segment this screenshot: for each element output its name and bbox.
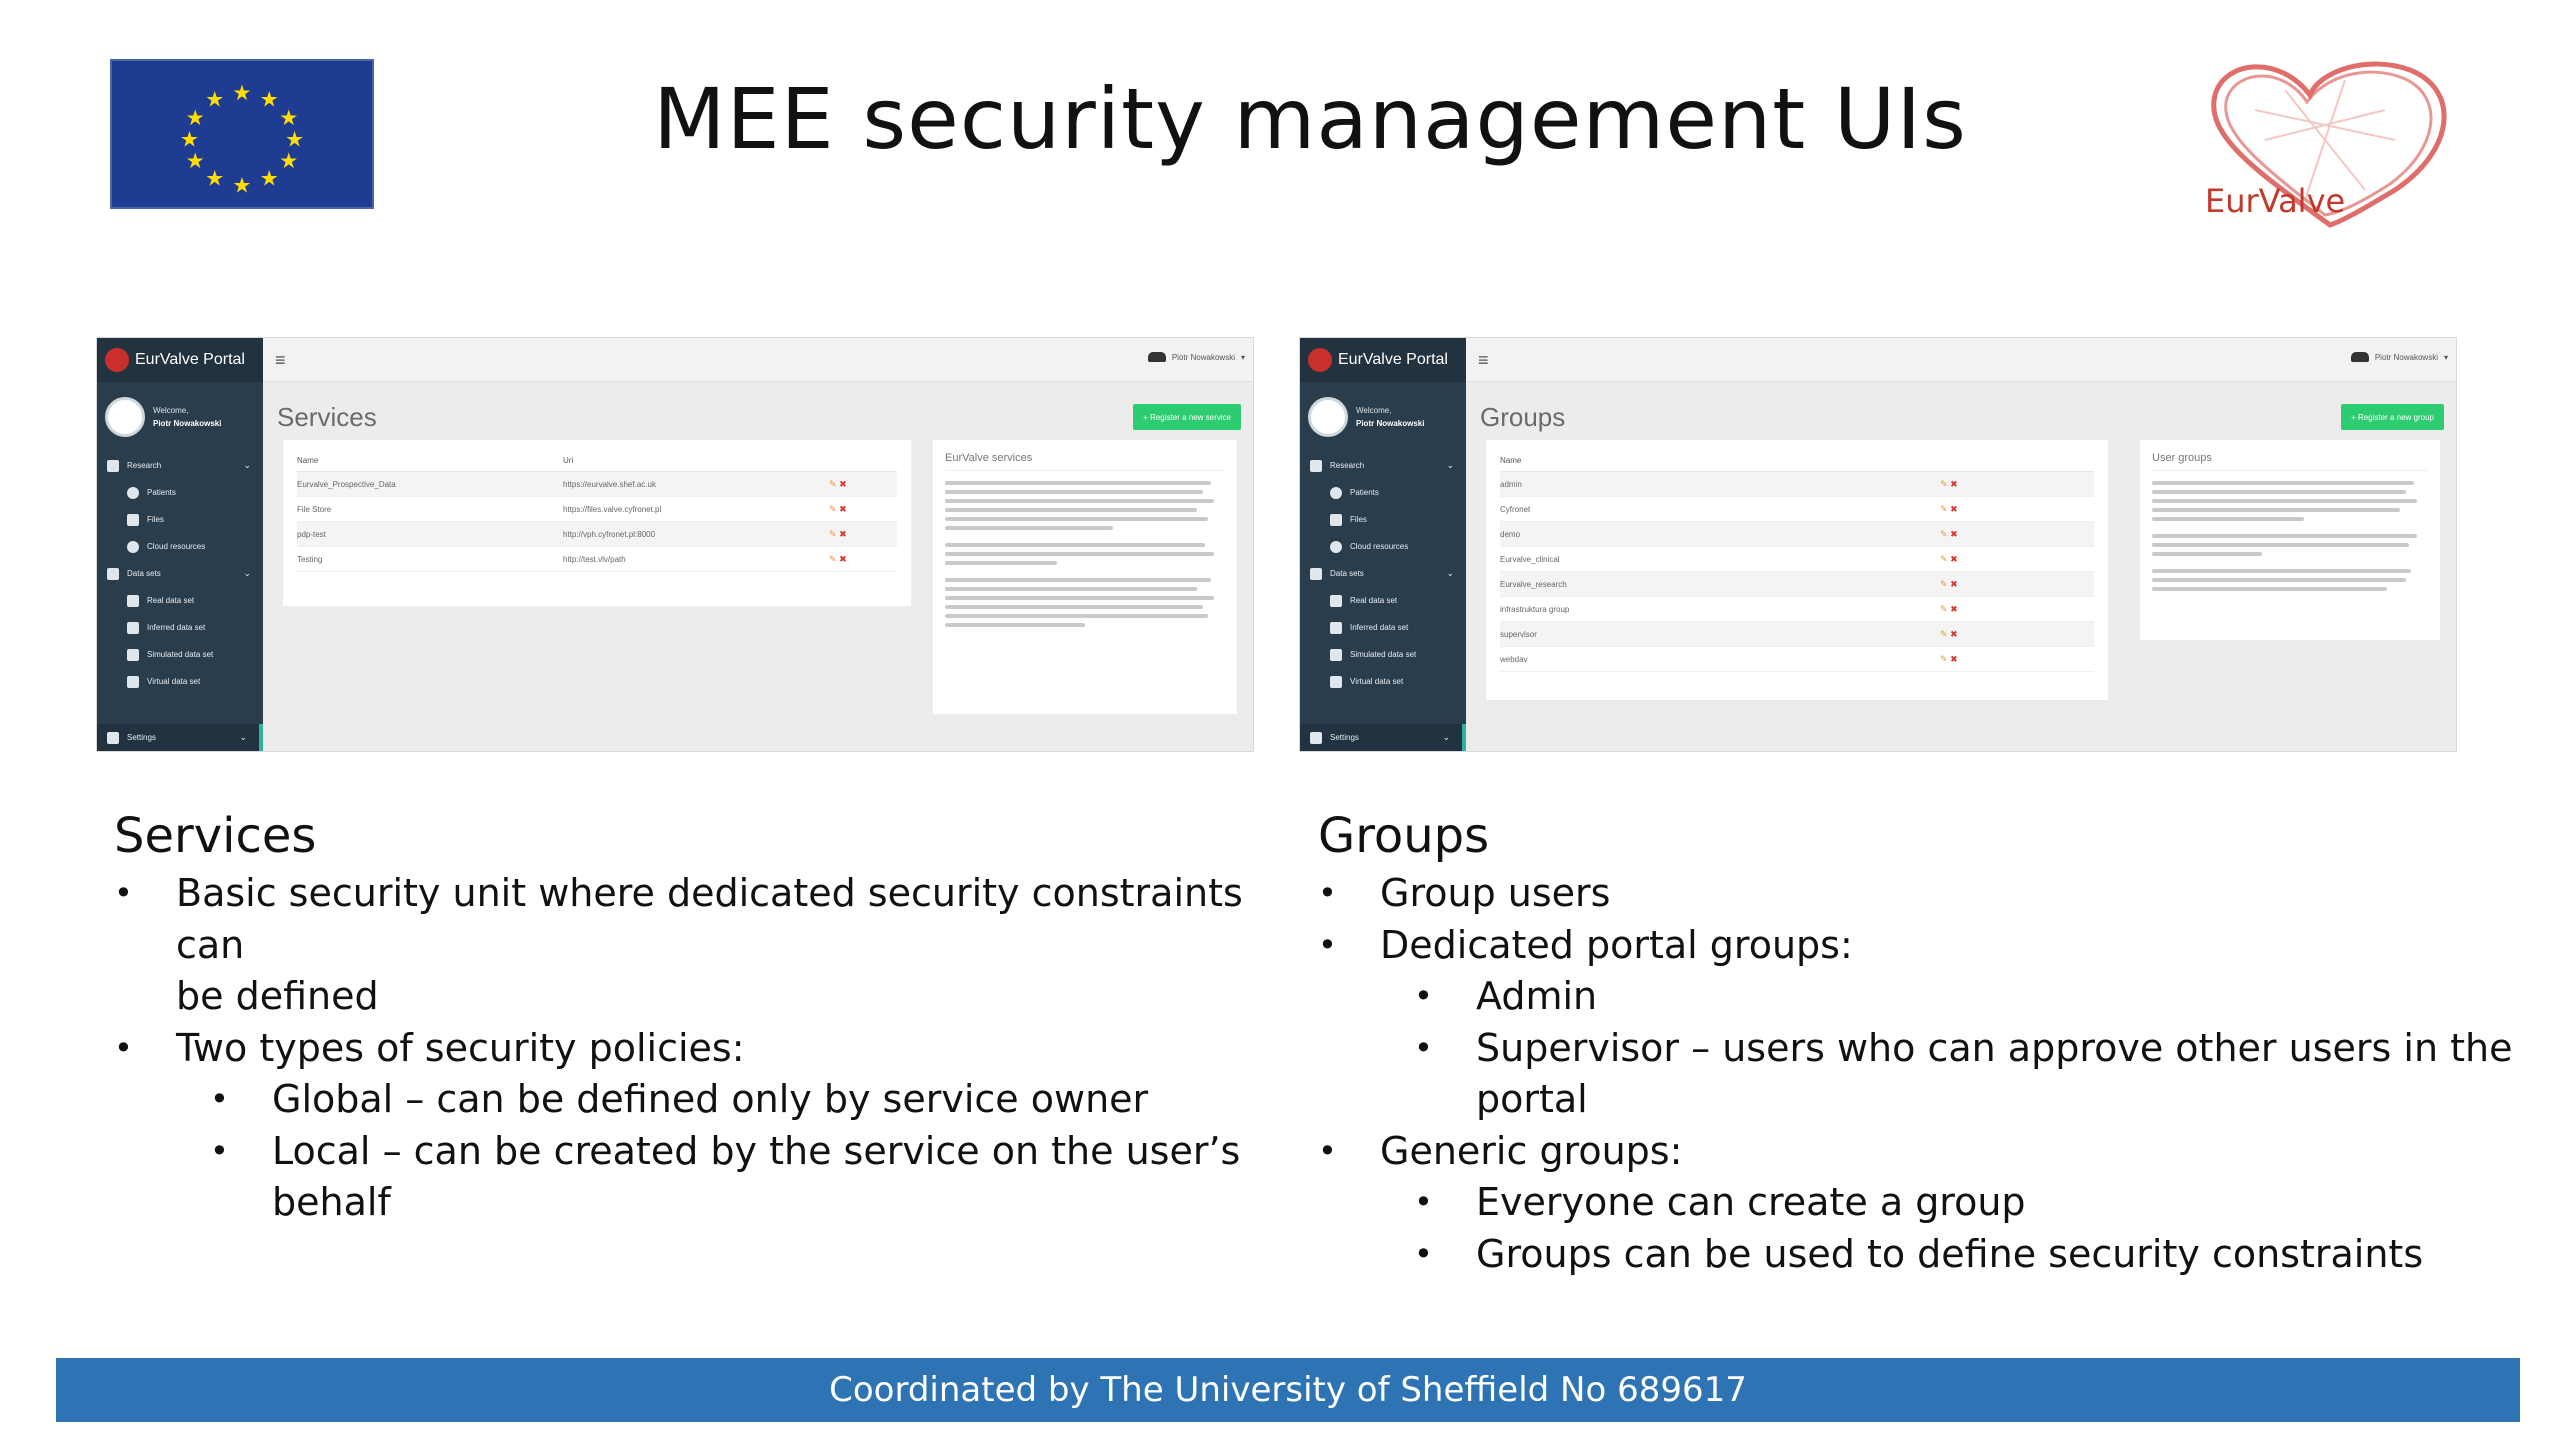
list-item: • Dedicated portal groups:: [1318, 920, 2558, 972]
bullet-icon: •: [114, 874, 133, 912]
edit-icon[interactable]: ✎: [1940, 653, 1948, 664]
services-bullet-list: [114, 868, 1294, 1229]
services-heading: Services: [114, 808, 317, 864]
sidebar-item-cloud-resources[interactable]: Cloud resources: [97, 533, 263, 560]
text-line: [945, 605, 1203, 609]
text-line: [945, 578, 1211, 582]
table-row: supervisor ✎ ✖: [1500, 622, 2094, 647]
chevron-down-icon: ⌄: [243, 568, 251, 578]
sidebar-item-files[interactable]: Files: [97, 506, 263, 533]
list-item-continuation: be defined: [176, 974, 379, 1018]
sub-list-item: • Everyone can create a group: [1318, 1177, 2558, 1229]
column-header-uri: Uri: [563, 456, 574, 465]
welcome-text: Welcome,: [1356, 406, 1392, 415]
groups-table: [1486, 440, 2108, 700]
portal-sidebar: [97, 338, 263, 751]
edit-icon[interactable]: ✎: [1940, 553, 1948, 564]
edit-icon[interactable]: ✎: [1940, 603, 1948, 614]
sub-list-item: • Groups can be used to define security constraints: [1318, 1229, 2558, 1281]
edit-icon[interactable]: ✎: [1940, 503, 1948, 514]
user-profile: [97, 382, 263, 452]
sidebar-item-data-sets[interactable]: Data sets ⌄: [97, 560, 263, 587]
sidebar-item-real-data-set[interactable]: Real data set: [1300, 587, 1466, 614]
bullet-icon: •: [114, 1028, 133, 1067]
svg-text:★: ★: [179, 127, 200, 153]
column-header-name: Name: [1500, 456, 1522, 465]
register-group-button[interactable]: + Register a new group: [2341, 404, 2444, 430]
chevron-down-icon: ▾: [2443, 352, 2448, 362]
sliders-icon: [1310, 732, 1322, 744]
sidebar-item-patients[interactable]: Patients: [97, 479, 263, 506]
chevron-down-icon: ⌄: [1446, 460, 1454, 470]
table-row: demo ✎ ✖: [1500, 522, 2094, 547]
delete-icon[interactable]: ✖: [1950, 503, 1958, 514]
groups-heading: Groups: [1318, 808, 1490, 864]
svg-text:★: ★: [185, 149, 205, 175]
svg-text:★: ★: [185, 106, 205, 132]
table-row: File Store https://files.valve.cyfronet.pl ✎ ✖: [297, 497, 897, 522]
text-line: [945, 596, 1214, 600]
svg-text:★: ★: [232, 173, 252, 199]
edit-icon[interactable]: ✎: [829, 503, 837, 514]
table-row: Eurvalve_Prospective_Data https://eurvalve.shef.ac.uk ✎ ✖: [297, 472, 897, 497]
bullet-icon: •: [1318, 925, 1337, 964]
text-line: [2152, 578, 2406, 582]
edit-icon[interactable]: ✎: [1940, 628, 1948, 639]
svg-text:★: ★: [205, 166, 225, 192]
text-line: [945, 508, 1197, 512]
column-header-name: Name: [297, 456, 319, 465]
sub-list-item: • Supervisor – users who can approve other users in the portal: [1318, 1023, 2558, 1126]
avatar: [1308, 397, 1348, 437]
bullet-icon: •: [1318, 1131, 1337, 1170]
sidebar-item-simulated-data-set[interactable]: Simulated data set: [97, 641, 263, 668]
sidebar-item-patients[interactable]: Patients: [1300, 479, 1466, 506]
eurvalve-logo-text: EurValve: [2205, 182, 2346, 220]
hamburger-menu-icon[interactable]: ≡: [275, 350, 286, 370]
portal-sidebar: [1300, 338, 1466, 751]
eu-stars-icon: [112, 61, 372, 207]
delete-icon[interactable]: ✖: [839, 503, 847, 514]
sidebar-item-virtual-data-set[interactable]: Virtual data set: [1300, 668, 1466, 695]
svg-text:★: ★: [259, 87, 279, 113]
info-panel-title: EurValve services: [945, 452, 1225, 471]
list-item: • Group users: [1318, 868, 2558, 920]
delete-icon[interactable]: ✖: [1950, 578, 1958, 589]
delete-icon[interactable]: ✖: [1950, 653, 1958, 664]
services-info-panel: [933, 440, 1237, 714]
cloud-icon: [1330, 541, 1342, 553]
edit-icon[interactable]: ✎: [1940, 528, 1948, 539]
sub-list-item: • Local – can be created by the service on the user’s: [114, 1126, 1294, 1178]
chevron-down-icon: ⌄: [1446, 568, 1454, 578]
text-line: [945, 543, 1205, 547]
svg-text:★: ★: [259, 166, 279, 192]
register-service-button[interactable]: + Register a new service: [1133, 404, 1241, 430]
files-icon: [1330, 514, 1342, 526]
edit-icon[interactable]: ✎: [1940, 478, 1948, 489]
chevron-down-icon: ⌄: [1442, 732, 1450, 742]
text-line: [2152, 499, 2417, 503]
text-line: [2152, 569, 2411, 573]
svg-text:★: ★: [284, 127, 305, 153]
table-row: Testing http://test.vlv/path ✎ ✖: [297, 547, 897, 572]
database-icon: [127, 676, 139, 688]
table-row: admin ✎ ✖: [1500, 472, 2094, 497]
table-row: pdp-test http://vph.cyfronet.pl:8000 ✎ ✖: [297, 522, 897, 547]
sidebar-item-inferred-data-set[interactable]: Inferred data set: [97, 614, 263, 641]
groups-portal-screenshot: [1299, 337, 2457, 752]
user-avatar-icon: [2351, 352, 2369, 362]
list-item: • Basic security unit where dedicated security constraints can: [114, 868, 1294, 971]
sidebar-item-virtual-data-set[interactable]: Virtual data set: [97, 668, 263, 695]
sidebar-item-research[interactable]: Research ⌄: [1300, 452, 1466, 479]
database-icon: [1310, 568, 1322, 580]
list-item: • Two types of security policies:: [114, 1023, 1294, 1075]
files-icon: [127, 514, 139, 526]
flask-icon: [1310, 460, 1322, 472]
text-line: [2152, 534, 2417, 538]
user-avatar-icon: [1148, 352, 1166, 362]
table-header: [1500, 450, 2094, 472]
sub-list-item: • Admin: [1318, 971, 2558, 1023]
chevron-down-icon: ⌄: [243, 460, 251, 470]
text-line: [2152, 508, 2400, 512]
database-icon: [127, 622, 139, 634]
bullet-icon: •: [1414, 1234, 1433, 1273]
page-title: Groups: [1480, 402, 1566, 432]
delete-icon[interactable]: ✖: [839, 478, 847, 489]
welcome-text: Welcome,: [153, 406, 189, 415]
heart-icon: [127, 487, 139, 499]
text-line: [2152, 490, 2406, 494]
delete-icon[interactable]: ✖: [1950, 478, 1958, 489]
user-menu[interactable]: Piotr Nowakowski ▾: [1148, 352, 1245, 362]
database-icon: [107, 568, 119, 580]
page-title: Services: [277, 402, 377, 432]
user-name: Piotr Nowakowski: [153, 419, 222, 428]
text-line: [2152, 552, 2262, 556]
portal-brand[interactable]: EurValve Portal: [1300, 338, 1466, 382]
svg-text:★: ★: [232, 80, 252, 106]
database-icon: [127, 649, 139, 661]
cloud-icon: [127, 541, 139, 553]
bullet-icon: •: [1414, 1183, 1433, 1221]
chevron-down-icon: ▾: [1240, 352, 1245, 362]
delete-icon[interactable]: ✖: [1950, 628, 1958, 639]
avatar: [105, 397, 145, 437]
text-line: [945, 561, 1057, 565]
database-icon: [1330, 676, 1342, 688]
user-menu[interactable]: Piotr Nowakowski ▾: [2351, 352, 2448, 362]
flask-icon: [107, 460, 119, 472]
info-panel-title: User groups: [2152, 452, 2428, 471]
database-icon: [127, 595, 139, 607]
delete-icon[interactable]: ✖: [839, 528, 847, 539]
table-row: infrastruktura group ✎ ✖: [1500, 597, 2094, 622]
text-line: [2152, 481, 2414, 485]
eu-flag-logo: [110, 59, 374, 209]
text-line: [945, 552, 1214, 556]
edit-icon[interactable]: ✎: [829, 528, 837, 539]
database-icon: [1330, 622, 1342, 634]
table-row: Cyfronet ✎ ✖: [1500, 497, 2094, 522]
sidebar-item-real-data-set[interactable]: Real data set: [97, 587, 263, 614]
delete-icon[interactable]: ✖: [839, 553, 847, 564]
services-table: [283, 440, 911, 606]
sidebar-item-cloud-resources[interactable]: Cloud resources: [1300, 533, 1466, 560]
sidebar-item-data-sets[interactable]: Data sets ⌄: [1300, 560, 1466, 587]
bullet-icon: •: [1414, 1028, 1433, 1067]
text-line: [945, 499, 1214, 503]
hamburger-menu-icon[interactable]: ≡: [1478, 350, 1489, 370]
text-line: [945, 526, 1113, 530]
heart-icon: [1330, 487, 1342, 499]
heart-icon: [1308, 348, 1332, 372]
bullet-icon: •: [1414, 977, 1433, 1015]
footer-banner: [56, 1358, 2520, 1422]
text-line: [945, 517, 1208, 521]
portal-topbar: [1466, 338, 2456, 382]
groups-info-panel: [2140, 440, 2440, 640]
delete-icon[interactable]: ✖: [1950, 528, 1958, 539]
table-row: Eurvalve_research ✎ ✖: [1500, 572, 2094, 597]
sidebar-item-files[interactable]: Files: [1300, 506, 1466, 533]
edit-icon[interactable]: ✎: [1940, 578, 1948, 589]
delete-icon[interactable]: ✖: [1950, 603, 1958, 614]
table-row: Eurvalve_clinical ✎ ✖: [1500, 547, 2094, 572]
sliders-icon: [107, 732, 119, 744]
database-icon: [1330, 595, 1342, 607]
text-line: [945, 614, 1208, 618]
svg-text:★: ★: [279, 149, 299, 175]
table-row: webdav ✎ ✖: [1500, 647, 2094, 672]
sidebar-item-settings[interactable]: Settings ⌄: [97, 724, 263, 751]
edit-icon[interactable]: ✎: [829, 478, 837, 489]
database-icon: [1330, 649, 1342, 661]
sub-list-item-continuation: behalf: [272, 1180, 391, 1224]
edit-icon[interactable]: ✎: [829, 553, 837, 564]
footer-text: Coordinated by The University of Sheffield No 689617: [829, 1370, 1747, 1410]
user-name: Piotr Nowakowski: [1356, 419, 1425, 428]
user-profile: [1300, 382, 1466, 452]
svg-text:★: ★: [279, 106, 299, 132]
sub-list-item: • Global – can be defined only by service owner: [114, 1074, 1294, 1126]
text-line: [2152, 543, 2409, 547]
sidebar-item-research[interactable]: Research ⌄: [97, 452, 263, 479]
slide-title: MEE security management UIs: [653, 70, 1967, 168]
text-line: [945, 587, 1197, 591]
heart-icon: [105, 348, 129, 372]
bullet-icon: •: [1318, 874, 1337, 912]
delete-icon[interactable]: ✖: [1950, 553, 1958, 564]
bullet-icon: •: [210, 1131, 229, 1170]
table-header: [297, 450, 897, 472]
text-line: [2152, 517, 2304, 521]
text-line: [945, 481, 1211, 485]
svg-text:★: ★: [205, 87, 225, 113]
list-item: • Generic groups:: [1318, 1126, 2558, 1178]
groups-bullet-list: [1318, 868, 2558, 1280]
sidebar-item-inferred-data-set[interactable]: Inferred data set: [1300, 614, 1466, 641]
sidebar-item-settings[interactable]: Settings ⌄: [1300, 724, 1466, 751]
bullet-icon: •: [210, 1080, 229, 1118]
text-line: [945, 490, 1203, 494]
portal-brand[interactable]: EurValve Portal: [97, 338, 263, 382]
services-portal-screenshot: [96, 337, 1254, 752]
sidebar-item-simulated-data-set[interactable]: Simulated data set: [1300, 641, 1466, 668]
text-line: [2152, 587, 2387, 591]
portal-topbar: [263, 338, 1253, 382]
text-line: [945, 623, 1085, 627]
chevron-down-icon: ⌄: [239, 732, 247, 742]
